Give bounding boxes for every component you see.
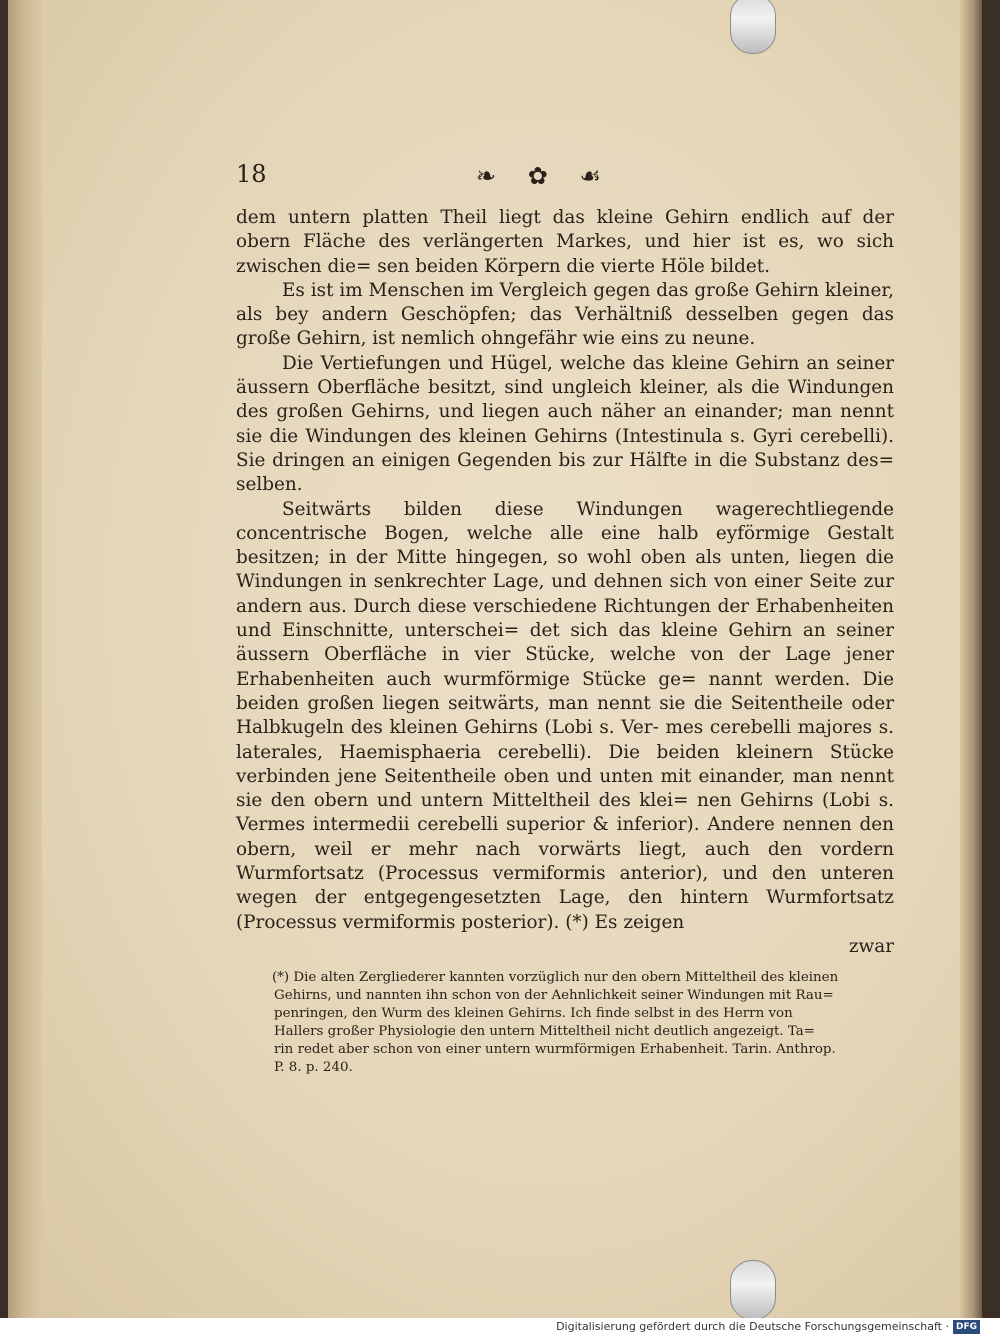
paragraph-4: Seitwärts bilden diese Windungen wagerechtliegende concentrische Bogen, welche alle eine halb eyförmige Gestalt besitzen; in der Mitte hingegen, so wohl oben als unten, liegen die Windungen in senkrechter Lage, und dehnen sich von einer Seite zur andern aus. Durch diese verschiedene Richtungen der Erhabenheiten und Einschnitte, unterschei= det sich das kleine Gehirn an seiner äussern Oberfläche in vier Stücke, welche von der Lage jener Erhabenheiten auch wurmförmige Stücke ge= nannt werden. Die beiden großen liegen seitwärts, man nennt sie die Seitentheile oder Halbkugeln des kleinen Gehirns (Lobi s. Ver- mes cerebelli majores s. laterales, Haemisphaeria cerebelli). Die beiden kleinern Stücke verbinden jene Seitentheile oben und unten mit einander, man nennt sie den obern und untern Mitteltheil des klei= nen Gehirns (Lobi s. Vermes intermedii cerebelli superior & inferior). Andere nennen den obern, weil er mehr nach vorwärts liegt, auch den vordern Wurmfortsatz (Processus vermiformis anterior), und den unteren wegen der entgegengesetzten Lage, den hintern Wurmfortsatz (Processus vermiformis posterior). (*) Es zeigen [236,498,894,933]
paragraph-1: dem untern platten Theil liegt das kleine Gehirn endlich auf der obern Fläche des verlängerten Markes, und hier ist es, wo sich zwischen die= sen beiden Körpern die vierte Höle bildet. [236,207,894,277]
dfg-logo: DFG [953,1320,980,1334]
page-right-edge [960,0,982,1318]
paper-clip-bottom [730,1260,776,1320]
footnote-line: Hallers großer Physiologie den untern Mitteltheil nicht deutlich angezeigt. Ta= [274,1024,816,1040]
footnote-line: rin redet aber schon von einer untern wurmförmigen Erhabenheit. Tarin. Anthrop. [274,1042,836,1058]
footer-credit-text: Digitalisierung gefördert durch die Deutsche Forschungsgemeinschaft · [556,1320,949,1333]
paper-clip-top [730,0,776,54]
footnote [236,969,894,1077]
page-binding-edge [8,0,42,1318]
catchword: zwar [848,935,894,957]
paragraph-2: Es ist im Menschen im Vergleich gegen das große Gehirn kleiner, als bey andern Geschöpfen; das Verhältniß desselben gegen das große Gehirn, ist nemlich ohngefähr wie eins zu neune. [236,279,894,350]
footnote-line: P. 8. p. 240. [274,1060,353,1076]
page-header [236,160,894,206]
header-ornament: ❧ ✿ ☙ [476,162,613,190]
footnote-line: penringen, den Wurm des kleinen Gehirns. Ich finde selbst in des Herrn von [274,1006,793,1022]
text-block [236,160,894,1077]
footnote-line: (*) Die alten Zergliederer kannten vorzüglich nur den obern Mitteltheil des kleinen [272,970,839,986]
footer-credit [556,1318,980,1336]
paragraph-3: Die Vertiefungen und Hügel, welche das kleine Gehirn an seiner äussern Oberfläche besitzt, sind ungleich kleiner, als die Windungen des großen Gehirns, und liegen auch näher an einander; man nennt sie die Windungen des kleinen Gehirns (Intestinula s. Gyri cerebelli). Sie dringen an einigen Gegenden bis zur Hälfte in die Substanz des= selben. [236,352,894,496]
page-number: 18 [236,160,267,188]
body-text [236,206,894,935]
footnote-line: Gehirns, und nannten ihn schon von der Aehnlichkeit seiner Windungen mit Rau= [274,988,834,1004]
